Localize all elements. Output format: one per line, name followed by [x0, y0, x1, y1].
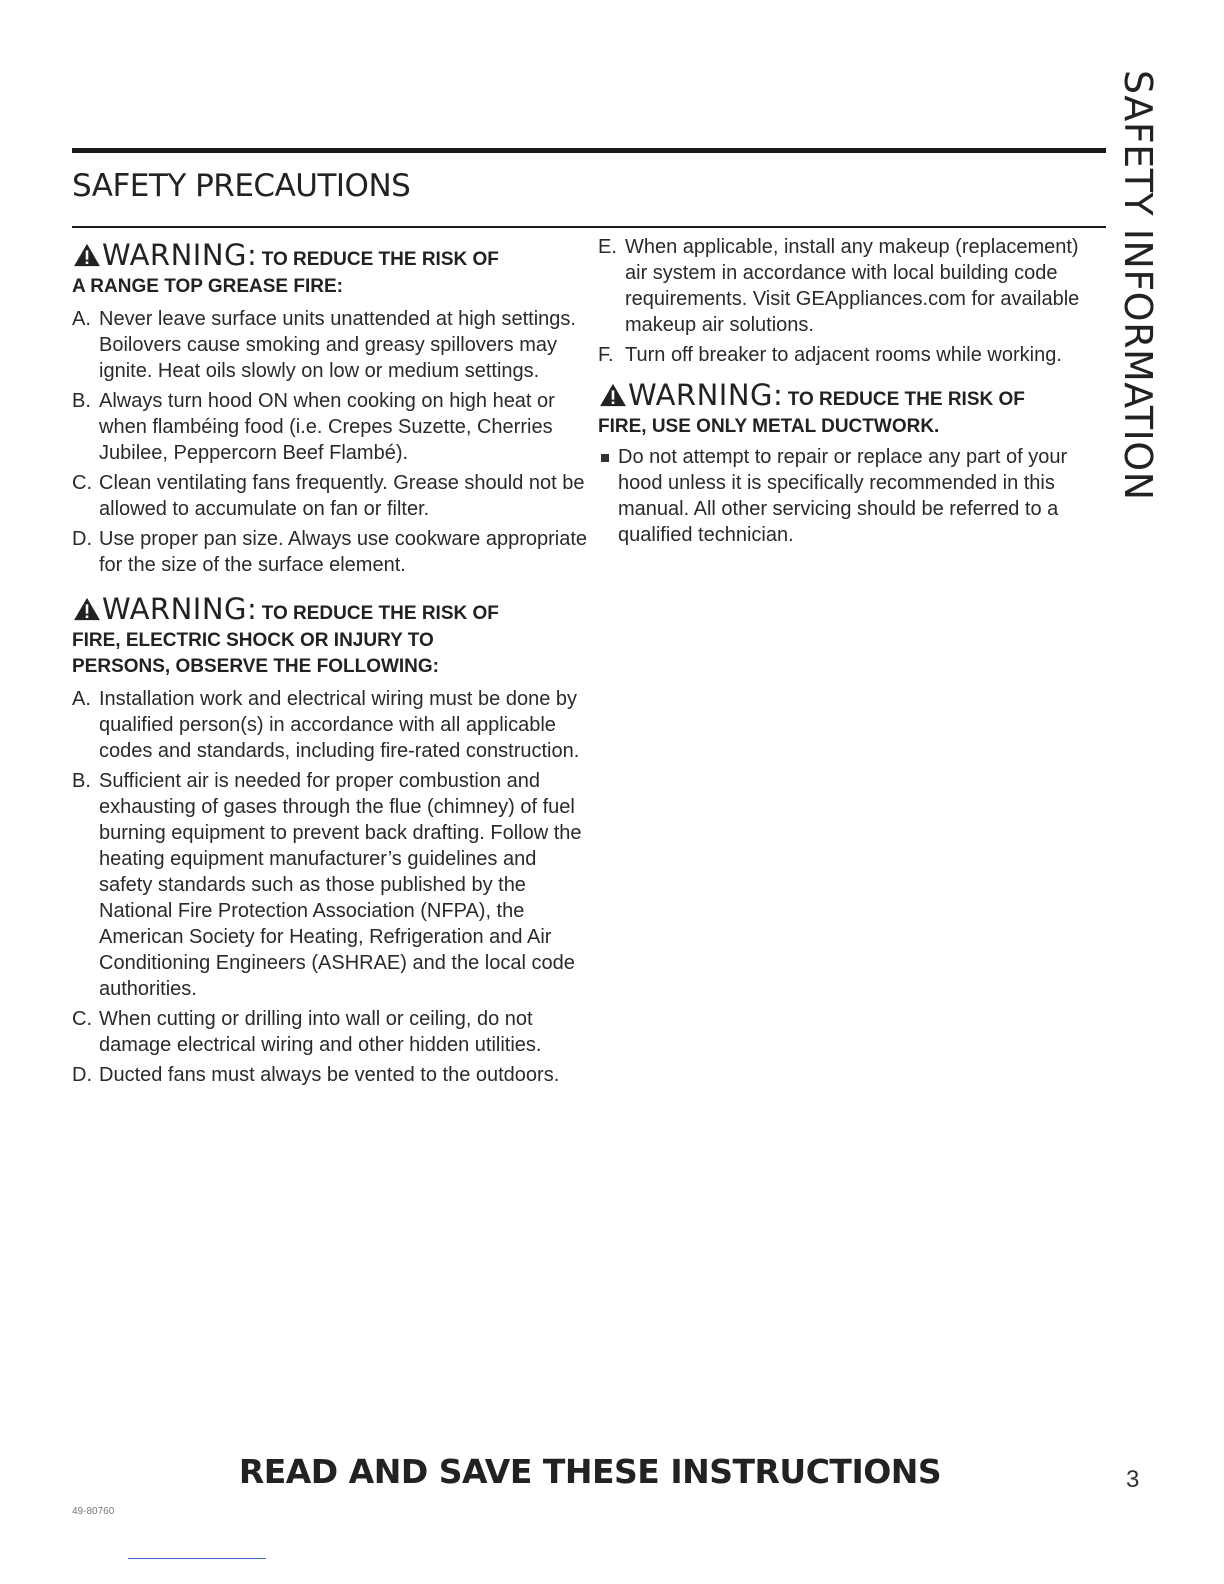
- bullet-item: [598, 444, 1098, 548]
- bullet-text: Do not attempt to repair or replace any part of your hood unless it is specifically recommended in this manual. All other servicing should be referred to a qualified technician.: [618, 446, 1068, 546]
- list-item: [72, 470, 592, 522]
- warning-rest: FIRE, ELECTRIC SHOCK OR INJURY TO PERSONS, OBSERVE THE FOLLOWING:: [72, 630, 440, 677]
- scan-artifact-line: [128, 1558, 266, 1559]
- item-marker: B.: [72, 770, 91, 792]
- left-column: [72, 238, 592, 1092]
- item-text: Turn off breaker to adjacent rooms while working.: [625, 344, 1062, 366]
- list-item: [72, 686, 592, 764]
- warning-fire-shock: [72, 592, 592, 1088]
- warning-word: WARNING:: [628, 378, 784, 412]
- list-item: [72, 768, 592, 1002]
- warning-lead: TO REDUCE THE RISK OF: [261, 603, 499, 624]
- warning-heading: [598, 378, 1098, 440]
- side-tab-label: SAFETY INFORMATION: [1116, 70, 1160, 501]
- warning-heading: [72, 592, 592, 680]
- warning-lead: TO REDUCE THE RISK OF: [787, 389, 1025, 410]
- warning-items: [72, 306, 592, 578]
- doc-number: 49-80760: [72, 1506, 115, 1517]
- item-text: When applicable, install any makeup (replacement) air system in accordance with local building code requirements. Visit GEAppliances.com for available makeup air solutions.: [625, 236, 1080, 336]
- warning-metal-ductwork: [598, 378, 1098, 548]
- warning-word: WARNING:: [102, 592, 258, 626]
- item-marker: F.: [598, 344, 614, 366]
- list-item: [72, 526, 592, 578]
- warning-grease-fire: [72, 238, 592, 578]
- continued-items: [598, 234, 1098, 368]
- warning-rest: FIRE, USE ONLY METAL DUCTWORK.: [598, 416, 940, 437]
- list-item: [72, 388, 592, 466]
- item-marker: A.: [72, 688, 91, 710]
- list-item: [72, 306, 592, 384]
- list-item: [72, 1062, 592, 1088]
- footer-title: READ AND SAVE THESE INSTRUCTIONS: [238, 1452, 942, 1491]
- item-text: Always turn hood ON when cooking on high heat or when flambéing food (i.e. Crepes Suzette, Cherries Jubilee, Peppercorn Beef Flambé).: [99, 390, 555, 464]
- page-title: SAFETY PRECAUTIONS: [72, 168, 411, 204]
- item-text: Ducted fans must always be vented to the outdoors.: [99, 1064, 560, 1086]
- right-column: [598, 234, 1098, 548]
- item-marker: C.: [72, 472, 92, 494]
- square-bullet-icon: [601, 454, 609, 462]
- warning-bullets: [598, 444, 1098, 548]
- item-marker: D.: [72, 528, 92, 550]
- item-text: Never leave surface units unattended at high settings. Boilovers cause smoking and greasy spillovers may ignite. Heat oils slowly on low or medium settings.: [99, 308, 576, 382]
- warning-word: WARNING:: [102, 238, 258, 272]
- list-item: [72, 1006, 592, 1058]
- item-text: Clean ventilating fans frequently. Grease should not be allowed to accumulate on fan or filter.: [99, 472, 585, 520]
- item-text: Sufficient air is needed for proper combustion and exhausting of gases through the flue (chimney) of fuel burning equipment to prevent back drafting. Follow the heating equipment manufacturer’s guidelines and safety standards such as those published by the National Fire Protection Association (NFPA), the American Society for Heating, Refrigeration and Air Conditioning Engineers (ASHRAE) and the local code authorities.: [99, 770, 582, 1000]
- warning-rest: A RANGE TOP GREASE FIRE:: [72, 276, 343, 297]
- page-number: 3: [1126, 1466, 1140, 1493]
- item-marker: B.: [72, 390, 91, 412]
- warning-heading: [72, 238, 592, 300]
- warning-triangle-icon: [598, 383, 628, 407]
- header-rule-thin: [72, 226, 1106, 228]
- item-marker: C.: [72, 1008, 92, 1030]
- list-item: [598, 342, 1098, 368]
- warning-triangle-icon: [72, 597, 102, 621]
- item-text: Installation work and electrical wiring must be done by qualified person(s) in accordance with all applicable codes and standards, including fire-rated construction.: [99, 688, 580, 762]
- item-text: Use proper pan size. Always use cookware appropriate for the size of the surface element.: [99, 528, 588, 576]
- warning-lead: TO REDUCE THE RISK OF: [261, 249, 499, 270]
- list-item: [598, 234, 1098, 338]
- side-tab: [1108, 70, 1188, 501]
- item-marker: D.: [72, 1064, 92, 1086]
- item-marker: A.: [72, 308, 91, 330]
- item-text: When cutting or drilling into wall or ceiling, do not damage electrical wiring and other hidden utilities.: [99, 1008, 542, 1056]
- warning-items: [72, 686, 592, 1088]
- item-marker: E.: [598, 236, 617, 258]
- header-rule-thick: [72, 148, 1106, 153]
- warning-triangle-icon: [72, 243, 102, 267]
